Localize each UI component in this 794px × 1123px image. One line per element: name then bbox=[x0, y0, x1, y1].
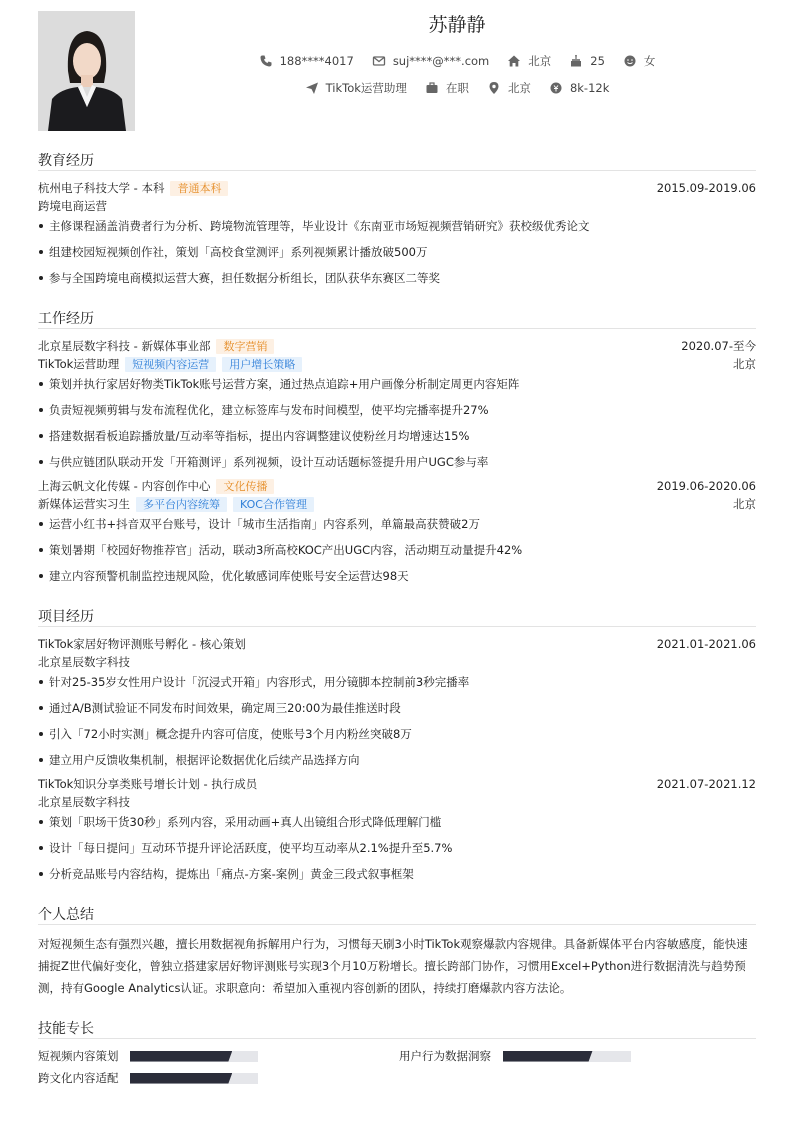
home-icon bbox=[507, 54, 521, 68]
phone-icon bbox=[259, 54, 273, 68]
bullet-dot bbox=[39, 522, 43, 526]
bullet-dot bbox=[39, 574, 43, 578]
briefcase-icon bbox=[425, 81, 439, 95]
age-item bbox=[569, 54, 605, 68]
list-item bbox=[38, 427, 756, 445]
list-item bbox=[38, 515, 756, 533]
skills-section-title: 技能专长 bbox=[38, 1021, 94, 1037]
list-item-text: 通过A/B测试验证不同发布时间效果，确定周三20:00为最佳推送时段 bbox=[49, 701, 401, 715]
list-item bbox=[38, 751, 756, 769]
job-role-row bbox=[38, 355, 756, 373]
bullet-dot bbox=[39, 680, 43, 684]
mail-icon bbox=[372, 54, 386, 68]
age-text: 25 bbox=[590, 54, 605, 68]
bullet-dot bbox=[39, 460, 43, 464]
skill-bar bbox=[130, 1073, 258, 1084]
gender-item bbox=[623, 53, 656, 69]
position-item bbox=[305, 80, 407, 96]
cake-icon bbox=[569, 54, 583, 68]
status-item bbox=[425, 80, 469, 96]
phone-text: 188****4017 bbox=[279, 54, 354, 68]
bullet-dot bbox=[39, 434, 43, 438]
list-item-text: 与供应链团队联动开发「开箱测评」系列视频，设计互动话题标签提升用户UGC参与率 bbox=[49, 455, 489, 469]
target-city-text: 北京 bbox=[507, 81, 531, 95]
list-item bbox=[38, 725, 756, 743]
bullet-dot bbox=[39, 732, 43, 736]
list-item-text: 针对25-35岁女性用户设计「沉浸式开箱」内容形式，用分镜脚本控制前3秒完播率 bbox=[49, 675, 470, 689]
residence-item bbox=[507, 53, 551, 69]
salary-text: 8k-12k bbox=[569, 81, 610, 95]
list-item bbox=[38, 839, 756, 857]
summary-section-title: 个人总结 bbox=[38, 907, 94, 923]
project-date: 2021.07-2021.12 bbox=[656, 777, 756, 791]
bullet-dot bbox=[39, 250, 43, 254]
list-item bbox=[38, 541, 756, 559]
school-name: 杭州电子科技大学 - 本科 bbox=[38, 181, 165, 195]
job-role: 新媒体运营实习生 bbox=[38, 497, 130, 511]
skill-name: 跨文化内容适配 bbox=[38, 1071, 119, 1085]
project-org: 北京星辰数字科技 bbox=[38, 795, 130, 809]
bullet-dot bbox=[39, 846, 43, 850]
list-item-text: 组建校园短视频创作社，策划「高校食堂测评」系列视频累计播放破500万 bbox=[49, 245, 428, 259]
gender-text: 女 bbox=[643, 54, 656, 68]
list-item-text: 负责短视频剪辑与发布流程优化，建立标签库与发布时间模型，使平均完播率提升27% bbox=[49, 403, 489, 417]
send-icon bbox=[305, 81, 319, 95]
gender-icon bbox=[623, 54, 637, 68]
job-city: 北京 bbox=[733, 357, 756, 371]
project-title: TikTok家居好物评测账号孵化 - 核心策划 bbox=[38, 637, 246, 651]
list-item bbox=[38, 673, 756, 691]
bullet-dot bbox=[39, 758, 43, 762]
job-date: 2020.07-至今 bbox=[681, 339, 756, 353]
location-pin-icon bbox=[487, 81, 501, 95]
divider bbox=[38, 626, 756, 627]
job-header bbox=[38, 337, 756, 355]
list-item bbox=[38, 699, 756, 717]
list-item bbox=[38, 813, 756, 831]
job-city: 北京 bbox=[733, 497, 756, 511]
skill-bar-fill bbox=[130, 1051, 232, 1062]
salary-item bbox=[549, 81, 609, 95]
bullet-dot bbox=[39, 224, 43, 228]
skill-item bbox=[399, 1048, 631, 1064]
industry-tag: 文化传播 bbox=[216, 479, 274, 494]
list-item bbox=[38, 453, 756, 471]
email-text: suj****@***.com bbox=[392, 54, 490, 68]
divider bbox=[38, 924, 756, 925]
bullet-dot bbox=[39, 382, 43, 386]
skill-bar bbox=[503, 1051, 631, 1062]
candidate-name: 苏静静 bbox=[428, 14, 486, 36]
list-item bbox=[38, 375, 756, 393]
project-header bbox=[38, 635, 756, 653]
bullet-dot bbox=[39, 872, 43, 876]
degree-tag: 普通本科 bbox=[170, 181, 228, 196]
job-header bbox=[38, 477, 756, 495]
email-item bbox=[372, 54, 489, 68]
work-section-title: 工作经历 bbox=[38, 311, 94, 327]
skill-bar-fill bbox=[130, 1073, 232, 1084]
residence-text: 北京 bbox=[528, 54, 552, 68]
project-header bbox=[38, 775, 756, 793]
projects-section-title: 项目经历 bbox=[38, 609, 94, 625]
bullet-dot bbox=[39, 706, 43, 710]
list-item bbox=[38, 269, 756, 287]
bullet-dot bbox=[39, 820, 43, 824]
major: 跨境电商运营 bbox=[38, 199, 107, 213]
skill-tag: KOC合作管理 bbox=[233, 497, 314, 512]
skill-name: 用户行为数据洞察 bbox=[399, 1049, 491, 1063]
divider bbox=[38, 170, 756, 171]
project-org-row bbox=[38, 653, 756, 671]
list-item-text: 引入「72小时实测」概念提升内容可信度，使账号3个月内粉丝突破8万 bbox=[49, 727, 412, 741]
project-title: TikTok知识分享类账号增长计划 - 执行成员 bbox=[38, 777, 258, 791]
position-text: TikTok运营助理 bbox=[325, 81, 407, 95]
skill-item bbox=[38, 1070, 258, 1086]
education-header bbox=[38, 179, 756, 197]
summary-text: 对短视频生态有强烈兴趣，擅长用数据视角拆解用户行为，习惯每天刷3小时TikTok观察爆款内容规律。具备新媒体平台内容敏感度，能快速捕捉Z世代偏好变化，曾独立搭建家居好物评测账号实现3个月10万粉增长。擅长跨部门协作，习惯用Excel+Python进行数据清洗与趋势预测，持有Google Analytics认证。求职意向：希望加入重视内容创新的团队，持续打磨爆款内容方法论。 bbox=[38, 937, 748, 995]
education-date: 2015.09-2019.06 bbox=[656, 181, 756, 195]
skill-tag: 多平台内容统筹 bbox=[136, 497, 227, 512]
bullet-dot bbox=[39, 548, 43, 552]
list-item bbox=[38, 243, 756, 261]
list-item-text: 分析竞品账号内容结构，提炼出「痛点-方案-案例」黄金三段式叙事框架 bbox=[49, 867, 414, 881]
bullet-dot bbox=[39, 408, 43, 412]
list-item-text: 主修课程涵盖消费者行为分析、跨境物流管理等，毕业设计《东南亚市场短视频营销研究》获校级优秀论文 bbox=[49, 219, 590, 233]
skill-tag: 用户增长策略 bbox=[222, 357, 302, 372]
project-org: 北京星辰数字科技 bbox=[38, 655, 130, 669]
job-date: 2019.06-2020.06 bbox=[656, 479, 756, 493]
list-item-text: 建立内容预警机制监控违规风险，优化敏感词库使账号安全运营达98天 bbox=[49, 569, 409, 583]
list-item-text: 搭建数据看板追踪播放量/互动率等指标，提出内容调整建议使粉丝月均增速达15% bbox=[49, 429, 470, 443]
industry-tag: 数字营销 bbox=[216, 339, 274, 354]
list-item bbox=[38, 217, 756, 235]
skill-item bbox=[38, 1048, 258, 1064]
company-name: 北京星辰数字科技 - 新媒体事业部 bbox=[38, 339, 211, 353]
phone-item bbox=[259, 54, 354, 68]
job-intent-row bbox=[0, 80, 794, 96]
education-major-row bbox=[38, 197, 756, 215]
list-item-text: 策划并执行家居好物类TikTok账号运营方案，通过热点追踪+用户画像分析制定周更内容矩阵 bbox=[49, 377, 520, 391]
skill-name: 短视频内容策划 bbox=[38, 1049, 119, 1063]
skill-tag: 短视频内容运营 bbox=[125, 357, 216, 372]
project-org-row bbox=[38, 793, 756, 811]
list-item-text: 策划暑期「校园好物推荐官」活动，联动3所高校KOC产出UGC内容，活动期互动量提升42% bbox=[49, 543, 523, 557]
job-role: TikTok运营助理 bbox=[38, 357, 120, 371]
status-text: 在职 bbox=[445, 81, 469, 95]
skill-bar bbox=[130, 1051, 258, 1062]
list-item bbox=[38, 865, 756, 883]
list-item-text: 运营小红书+抖音双平台账号，设计「城市生活指南」内容系列，单篇最高获赞破2万 bbox=[49, 517, 480, 531]
bullet-dot bbox=[39, 276, 43, 280]
money-icon bbox=[549, 81, 563, 95]
company-name: 上海云帆文化传媒 - 内容创作中心 bbox=[38, 479, 211, 493]
list-item-text: 设计「每日提问」互动环节提升评论活跃度，使平均互动率从2.1%提升至5.7% bbox=[49, 841, 453, 855]
target-city-item bbox=[487, 80, 531, 96]
list-item bbox=[38, 401, 756, 419]
skill-bar-fill bbox=[503, 1051, 593, 1062]
list-item-text: 建立用户反馈收集机制，根据评论数据优化后续产品选择方向 bbox=[49, 753, 360, 767]
divider bbox=[38, 1038, 756, 1039]
job-role-row bbox=[38, 495, 756, 513]
list-item bbox=[38, 567, 756, 585]
divider bbox=[38, 328, 756, 329]
list-item-text: 参与全国跨境电商模拟运营大赛，担任数据分析组长，团队获华东赛区二等奖 bbox=[49, 271, 440, 285]
list-item-text: 策划「职场干货30秒」系列内容，采用动画+真人出镜组合形式降低理解门槛 bbox=[49, 815, 442, 829]
contact-row bbox=[0, 53, 794, 69]
project-date: 2021.01-2021.06 bbox=[656, 637, 756, 651]
education-section-title: 教育经历 bbox=[38, 153, 94, 169]
